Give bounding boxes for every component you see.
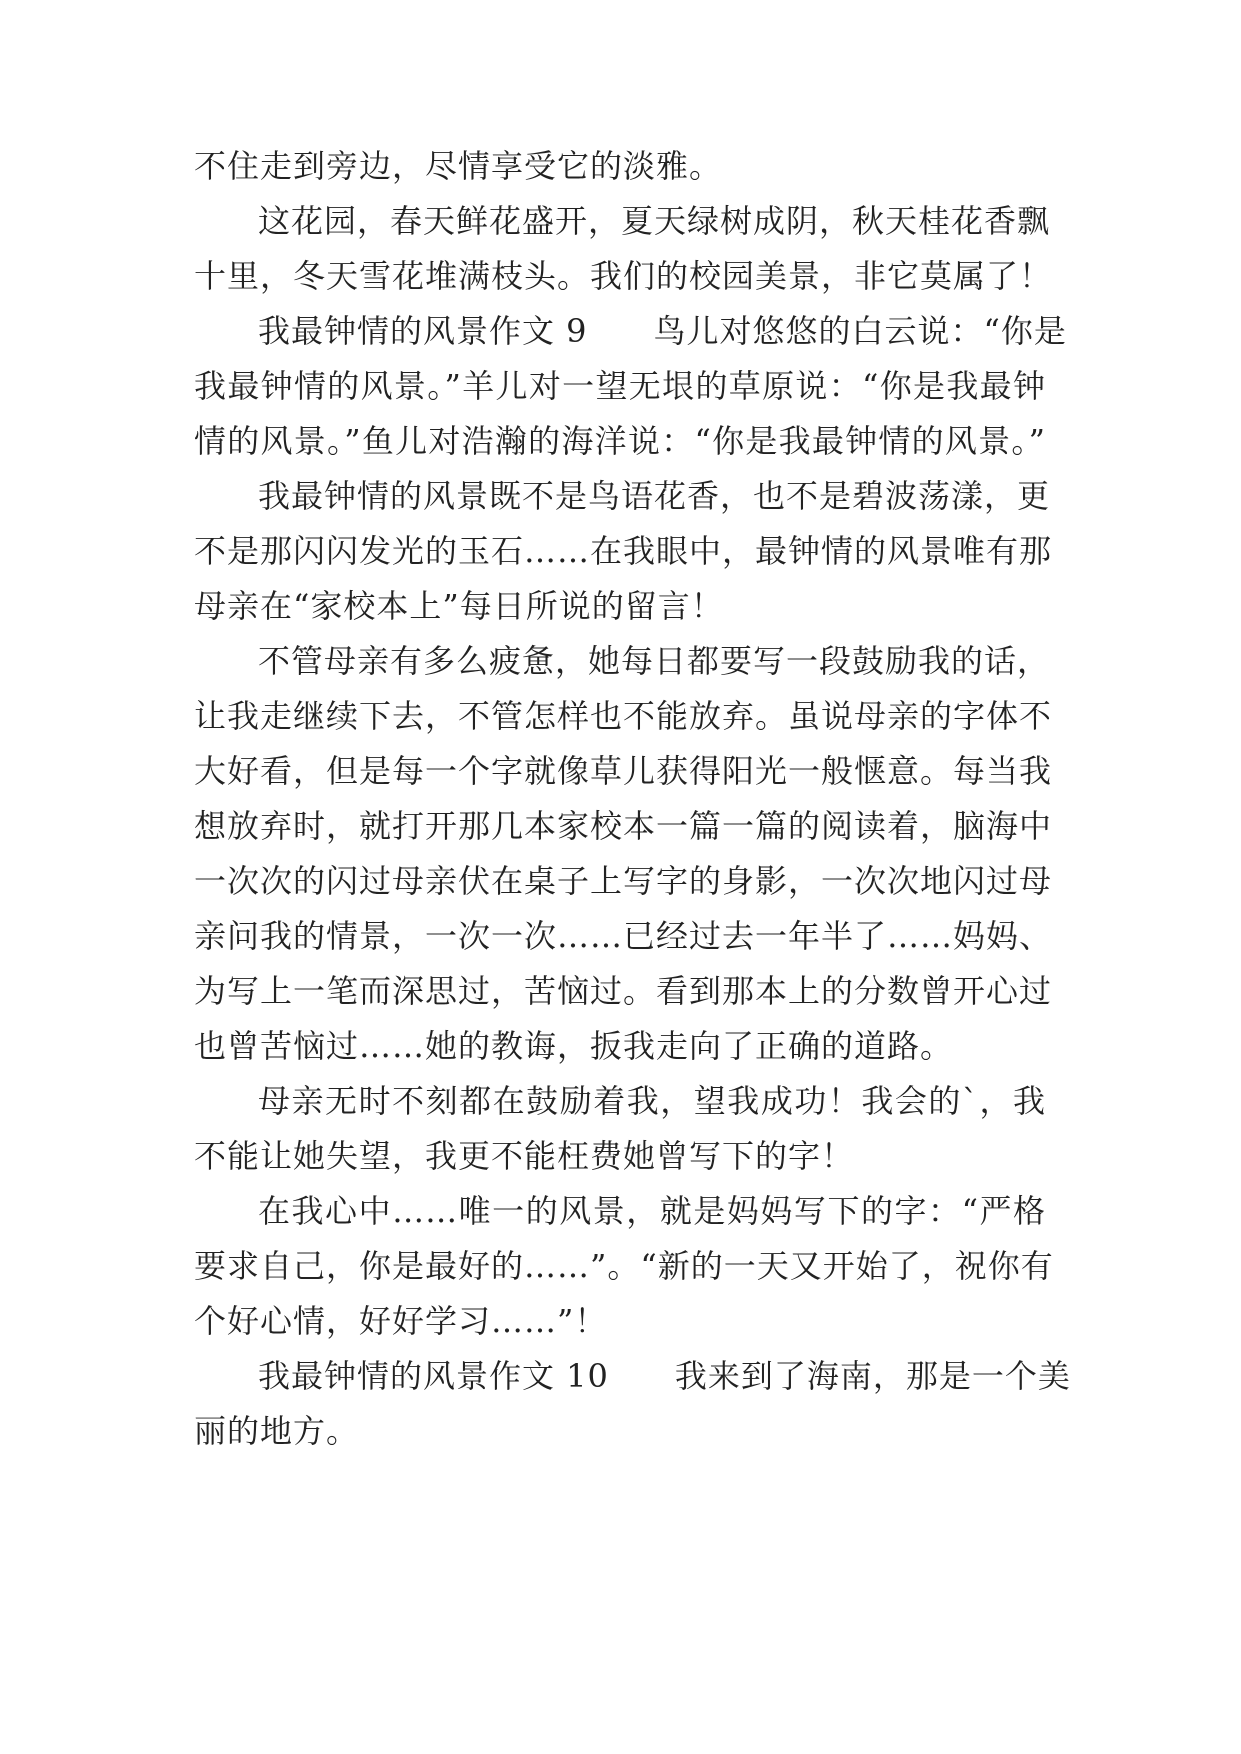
text-line: 不管母亲有多么疲惫，她每日都要写一段鼓励我的话， — [258, 642, 1051, 680]
text-line: 一次次的闪过母亲伏在桌子上写字的身影，一次次地闪过母 — [194, 862, 1053, 900]
text-line: 大好看，但是每一个字就像草儿获得阳光一般惬意。每当我 — [194, 752, 1053, 790]
text-line: 我最钟情的风景。”羊儿对一望无垠的草原说：“你是我最钟 — [194, 367, 1046, 405]
text-line: 在我心中……唯一的风景，就是妈妈写下的字：“严格 — [258, 1192, 1046, 1230]
text-line: 想放弃时，就打开那几本家校本一篇一篇的阅读着，脑海中 — [194, 807, 1053, 845]
text-line: 情的风景。”鱼儿对浩瀚的海洋说：“你是我最钟情的风景。” — [194, 422, 1046, 460]
text-line: 让我走继续下去，不管怎样也不能放弃。虽说母亲的字体不 — [194, 697, 1053, 735]
text-line: 我最钟情的风景作文 10 我来到了海南，那是一个美 — [258, 1357, 1071, 1395]
text-line: 我最钟情的风景既不是鸟语花香，也不是碧波荡漾，更 — [258, 477, 1051, 515]
text-line: 母亲无时不刻都在鼓励着我，望我成功！我会的`，我 — [258, 1082, 1046, 1120]
text-line: 不住走到旁边，尽情享受它的淡雅。 — [194, 147, 723, 185]
text-line: 不是那闪闪发光的玉石……在我眼中，最钟情的风景唯有那 — [194, 532, 1053, 570]
text-line: 我最钟情的风景作文 9 鸟儿对悠悠的白云说：“你是 — [258, 312, 1067, 350]
text-line: 丽的地方。 — [194, 1412, 360, 1450]
text-line: 十里，冬天雪花堆满枝头。我们的校园美景，非它莫属了！ — [194, 257, 1053, 295]
text-line: 也曾苦恼过……她的教诲，扳我走向了正确的道路。 — [194, 1027, 954, 1065]
text-line: 个好心情，好好学习……”！ — [194, 1302, 608, 1340]
text-line: 不能让她失望，我更不能枉费她曾写下的字！ — [194, 1137, 855, 1175]
text-line: 要求自己，你是最好的……”。“新的一天又开始了，祝你有 — [194, 1247, 1054, 1285]
text-line: 为写上一笔而深思过，苦恼过。看到那本上的分数曾开心过 — [194, 972, 1053, 1010]
text-line: 亲问我的情景，一次一次……已经过去一年半了……妈妈、 — [194, 917, 1053, 955]
text-line: 这花园，春天鲜花盛开，夏天绿树成阴，秋天桂花香飘 — [258, 202, 1051, 240]
text-line: 母亲在“家校本上”每日所说的留言！ — [194, 587, 724, 625]
